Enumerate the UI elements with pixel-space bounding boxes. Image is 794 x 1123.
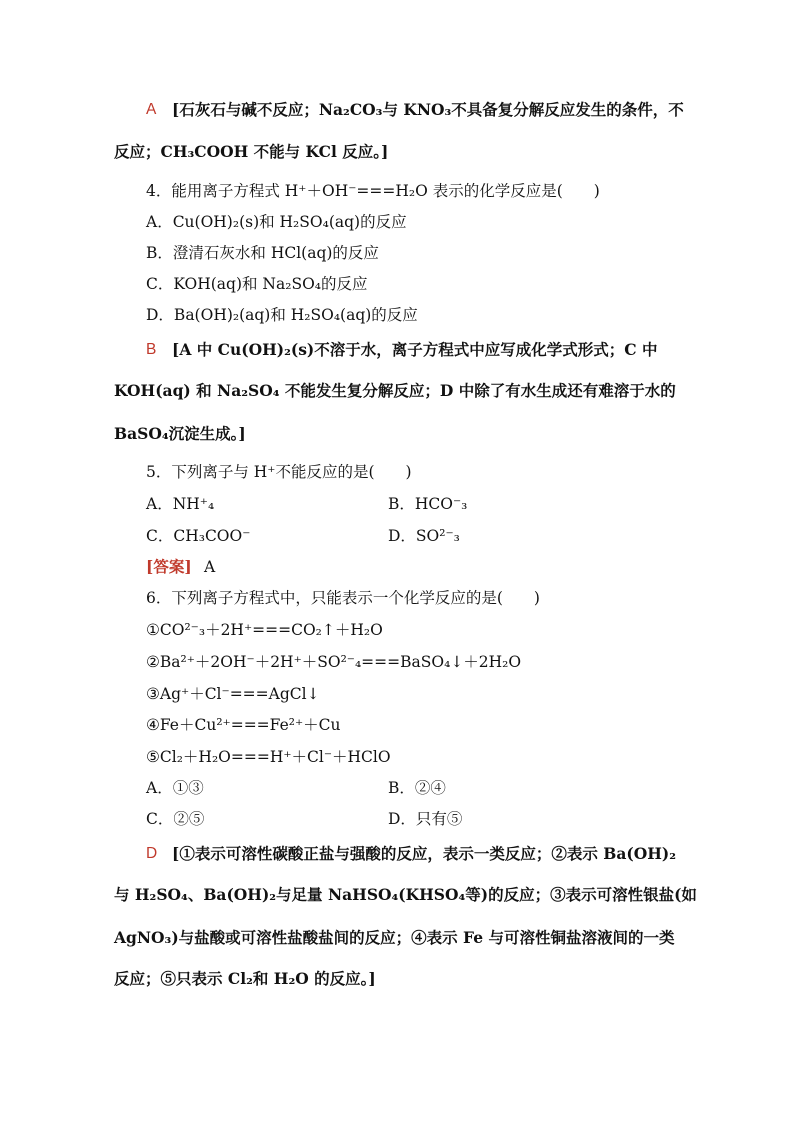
q5-option-c: C．CH₃COO⁻ bbox=[146, 527, 251, 545]
q6-option-d: D．只有⑤ bbox=[388, 810, 463, 828]
q6-equation-3: ③Ag⁺＋Cl⁻===AgCl↓ bbox=[146, 685, 320, 703]
q6-stem: 6．下列离子方程式中，只能表示一个化学反应的是( ) bbox=[146, 589, 540, 607]
q4-option-c: C．KOH(aq)和 Na₂SO₄的反应 bbox=[146, 275, 368, 293]
q3-solution-line-1: [石灰石与碱不反应；Na₂CO₃与 KNO₃不具备复分解反应发生的条件，不 bbox=[172, 100, 684, 119]
q4-option-a: A．Cu(OH)₂(s)和 H₂SO₄(aq)的反应 bbox=[146, 213, 407, 231]
q4-answer-letter: B bbox=[146, 341, 157, 358]
q4-option-d: D．Ba(OH)₂(aq)和 H₂SO₄(aq)的反应 bbox=[146, 306, 418, 324]
q6-option-c: C．②⑤ bbox=[146, 810, 205, 828]
q4-solution-line-1: [A 中 Cu(OH)₂(s)不溶于水，离子方程式中应写成化学式形式；C 中 bbox=[172, 340, 658, 359]
q4-stem: 4．能用离子方程式 H⁺＋OH⁻===H₂O 表示的化学反应是( ) bbox=[146, 182, 600, 200]
q6-equation-2: ②Ba²⁺＋2OH⁻＋2H⁺＋SO²⁻₄===BaSO₄↓＋2H₂O bbox=[146, 653, 522, 671]
q5-answer-value: A bbox=[204, 558, 216, 576]
q6-option-a: A．①③ bbox=[146, 779, 204, 797]
q6-solution-line-2: 与 H₂SO₄、Ba(OH)₂与足量 NaHSO₄(KHSO₄等)的反应；③表示可溶性银盐(如 bbox=[114, 885, 697, 904]
q6-option-b: B．②④ bbox=[388, 779, 446, 797]
q6-solution-line-1: [①表示可溶性碳酸正盐与强酸的反应，表示一类反应；②表示 Ba(OH)₂ bbox=[172, 844, 676, 863]
q6-solution-line-3: AgNO₃)与盐酸或可溶性盐酸盐间的反应；④表示 Fe 与可溶性铜盐溶液间的一类 bbox=[114, 928, 675, 947]
q5-option-b: B．HCO⁻₃ bbox=[388, 495, 468, 513]
q3-answer-letter: A bbox=[146, 101, 157, 118]
q3-solution-line-2: 反应；CH₃COOH 不能与 KCl 反应。] bbox=[114, 142, 389, 161]
q5-stem: 5．下列离子与 H⁺不能反应的是( ) bbox=[146, 463, 412, 481]
q5-answer-label: [答案] bbox=[146, 557, 192, 576]
q5-option-d: D．SO²⁻₃ bbox=[388, 527, 460, 545]
q4-solution-line-3: BaSO₄沉淀生成。] bbox=[114, 424, 246, 443]
q6-answer-letter: D bbox=[146, 845, 158, 862]
q6-equation-5: ⑤Cl₂＋H₂O===H⁺＋Cl⁻＋HClO bbox=[146, 748, 391, 766]
q6-solution-line-4: 反应；⑤只表示 Cl₂和 H₂O 的反应。] bbox=[114, 969, 376, 988]
q6-equation-1: ①CO²⁻₃＋2H⁺===CO₂↑＋H₂O bbox=[146, 621, 383, 639]
q5-option-a: A．NH⁺₄ bbox=[146, 495, 215, 513]
q6-equation-4: ④Fe＋Cu²⁺===Fe²⁺＋Cu bbox=[146, 716, 341, 734]
q4-option-b: B．澄清石灰水和 HCl(aq)的反应 bbox=[146, 244, 379, 262]
q4-solution-line-2: KOH(aq) 和 Na₂SO₄ 不能发生复分解反应；D 中除了有水生成还有难溶于水的 bbox=[114, 381, 676, 400]
